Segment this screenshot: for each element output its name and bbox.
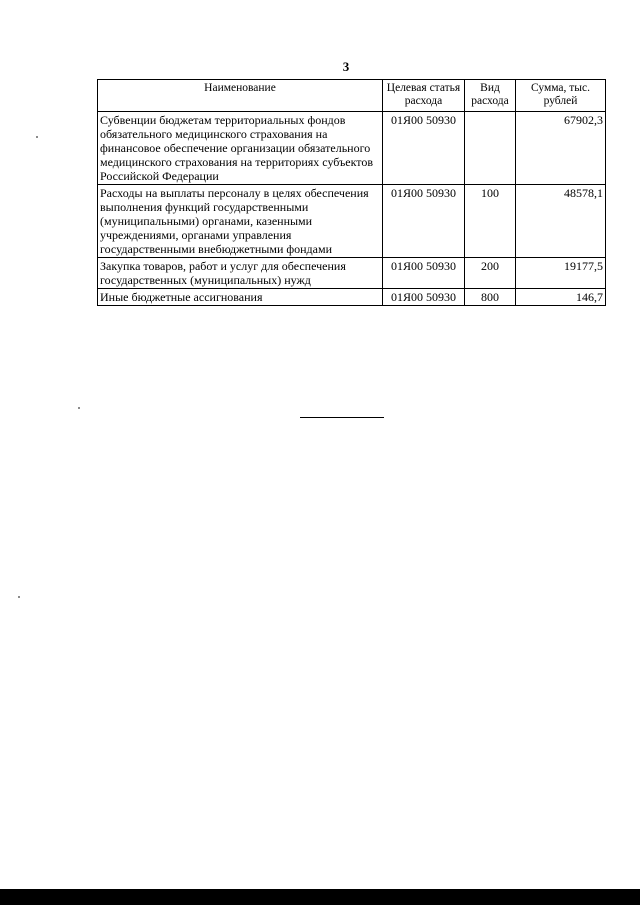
scan-edge-band [0, 889, 640, 905]
table-row [98, 185, 606, 258]
scan-speck [78, 407, 80, 409]
row-code: 01Я00 50930 [383, 258, 465, 289]
table-row [98, 112, 606, 185]
end-separator-line [300, 417, 384, 418]
row-code: 01Я00 50930 [383, 112, 465, 185]
column-header-kind: Вид расхода [465, 80, 516, 112]
table-header-row [98, 80, 606, 112]
budget-table [97, 79, 606, 306]
column-header-sum: Сумма, тыс. рублей [516, 80, 606, 112]
row-sum: 146,7 [516, 289, 606, 306]
column-header-name: Наименование [98, 80, 383, 112]
scan-speck [18, 596, 20, 598]
table-row [98, 258, 606, 289]
row-kind: 100 [465, 185, 516, 258]
scan-speck [36, 136, 38, 138]
row-kind: 800 [465, 289, 516, 306]
row-sum: 19177,5 [516, 258, 606, 289]
row-name: Расходы на выплаты персоналу в целях обеспечения выполнения функций государственными (муниципальными) органами, казенными учреждениями, органами управления государственными внебюджетными фондами [98, 185, 383, 258]
page-number: 3 [342, 59, 350, 74]
row-code: 01Я00 50930 [383, 289, 465, 306]
row-kind: 200 [465, 258, 516, 289]
row-sum: 67902,3 [516, 112, 606, 185]
row-name: Иные бюджетные ассигнования [98, 289, 383, 306]
row-name: Субвенции бюджетам территориальных фондов обязательного медицинского страхования на финансовое обеспечение организации обязательного медицинского страхования на территориях субъектов Российской Федерации [98, 112, 383, 185]
row-sum: 48578,1 [516, 185, 606, 258]
row-code: 01Я00 50930 [383, 185, 465, 258]
row-kind [465, 112, 516, 185]
column-header-code: Целевая статья расхода [383, 80, 465, 112]
row-name: Закупка товаров, работ и услуг для обеспечения государственных (муниципальных) нужд [98, 258, 383, 289]
table-row [98, 289, 606, 306]
